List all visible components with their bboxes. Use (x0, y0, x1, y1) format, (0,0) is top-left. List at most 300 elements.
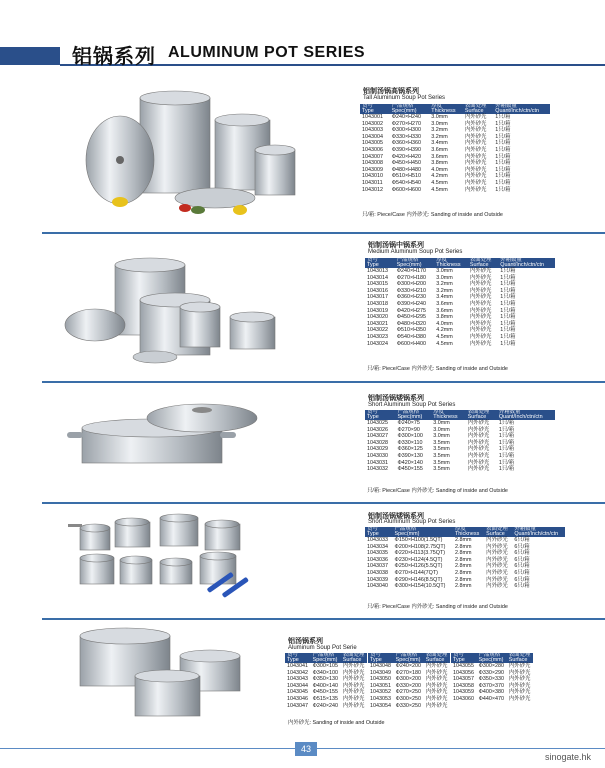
table-cell: 6只/箱 (514, 563, 530, 570)
table-cell: Φ450×H450 (391, 160, 422, 167)
table-cell: 1043059 (453, 689, 474, 696)
table-cell: 内外砂光 (464, 133, 487, 140)
section-note: 只/箱: Piece/Case 内外砂光: Sanding of inside and Outside (367, 604, 508, 610)
section-divider (42, 502, 605, 504)
table-row (368, 676, 450, 683)
table-cell: 内外砂光 (467, 459, 490, 466)
watermark: sinogate.hk (545, 752, 592, 762)
table-cell: Φ400×140 (312, 682, 339, 689)
table-cell: Φ400×380 (478, 689, 505, 696)
table-cell: Φ270×250 (395, 689, 422, 696)
table-cell: 6只/箱 (514, 550, 530, 557)
table-cell: 内外砂光 (486, 543, 508, 550)
table-cell: 1043038 (367, 569, 388, 576)
table-cell: Φ240×H240 (391, 114, 422, 120)
table-cell: 1043048 (370, 663, 391, 669)
table-cell: 1043043 (287, 676, 308, 683)
soup-table-b (368, 653, 450, 709)
page-title-en: ALUMINUM POT SERIES (168, 44, 366, 61)
table-row (365, 334, 555, 341)
section-title-cn: 铝制汤锅矮锅系列 (368, 513, 424, 520)
table-cell: Φ250×H126(5.5QT) (394, 563, 443, 570)
table-cell: 3.5mm (433, 459, 450, 466)
table-cell: 内外砂光 (486, 550, 508, 557)
table-cell: Φ440×470 (478, 695, 505, 702)
header-surface: 表面处理 Surface (468, 258, 498, 268)
table-cell: 1只/箱 (500, 300, 516, 307)
tall-pot-photo (80, 80, 350, 230)
table-cell: Φ540×H540 (391, 179, 422, 186)
table-cell: 内外砂光 (425, 702, 448, 709)
table-cell: 内外砂光 (467, 446, 490, 453)
table-cell: 内外砂光 (464, 179, 487, 186)
table-row (285, 703, 367, 710)
header-code: 货号 Type (285, 653, 311, 663)
soup-table-a (285, 653, 367, 709)
spec-table-tall (360, 104, 550, 193)
table-cell: Φ230×H124(4.5QT) (394, 556, 443, 563)
header-code: 货号 Type (368, 653, 394, 663)
table-cell: 6只/箱 (514, 576, 530, 583)
table-cell: 1043031 (367, 459, 388, 466)
table-cell: 1043044 (287, 682, 308, 689)
table-row (365, 570, 565, 577)
table-cell: Φ450×155 (397, 466, 423, 473)
table-cell: 内外砂光 (467, 452, 490, 459)
table-cell: 内外砂光 (464, 120, 487, 127)
table-cell: 1043028 (367, 439, 388, 446)
table-cell: 内外砂光 (342, 663, 365, 669)
table-cell: 内外砂光 (425, 676, 448, 683)
table-cell: Φ360×H230 (396, 294, 427, 301)
table-cell: 3.0mm (433, 420, 450, 426)
table-cell: 3.0mm (431, 114, 448, 120)
table-cell: Φ300×H200 (396, 281, 427, 288)
table-cell: 1043021 (367, 320, 388, 327)
table-cell: 1只/箱 (500, 287, 516, 294)
table-cell: Φ290×H146(8.5QT) (394, 576, 443, 583)
table-cell: Φ270×90 (397, 426, 420, 433)
table-row (365, 557, 565, 564)
table-row (368, 703, 450, 710)
table-row (360, 140, 550, 147)
table-cell: Φ330×250 (395, 702, 422, 709)
table-cell: Φ300×105 (312, 663, 339, 669)
table-cell: Φ390×130 (397, 452, 423, 459)
soup-note: 内外砂光: Sanding of inside and Outside (288, 720, 385, 726)
table-cell: 内外砂光 (469, 333, 492, 340)
table-cell: 内外砂光 (486, 556, 508, 563)
header-surface: 表面处理 Surface (484, 527, 512, 537)
table-row (365, 446, 555, 453)
table-cell: 1043042 (287, 669, 308, 676)
table-cell: 2.8mm (455, 543, 472, 550)
table-cell: 1043057 (453, 676, 474, 683)
table-cell: 3.5mm (433, 446, 450, 453)
table-row (365, 341, 555, 348)
table-cell: 4.2mm (436, 327, 453, 334)
table-cell: Φ330×H210 (396, 287, 427, 294)
table-cell: 1043027 (367, 433, 388, 440)
table-row (365, 537, 565, 544)
table-cell: 内外砂光 (508, 669, 531, 676)
table-cell: 1043005 (362, 140, 383, 147)
table-cell: 内外砂光 (508, 676, 531, 683)
table-cell: 1043003 (362, 127, 383, 134)
table-cell: 1043046 (287, 695, 308, 702)
table-cell: 1只/箱 (495, 120, 511, 127)
header-spec: 产品规格 Spec(mm) (395, 410, 431, 420)
table-cell: 1只/箱 (498, 426, 515, 433)
table-cell: 1043039 (367, 576, 388, 583)
table-cell: 内外砂光 (508, 663, 531, 669)
table-cell: 内外砂光 (469, 281, 492, 288)
table-cell: 1043041 (287, 663, 308, 669)
table-cell: 1043016 (367, 287, 388, 294)
soup-pot-photo (65, 624, 265, 724)
table-cell: 2.8mm (455, 583, 472, 590)
table-cell: 1043037 (367, 563, 388, 570)
table-row (365, 294, 555, 301)
table-cell: 1只/箱 (495, 146, 511, 153)
table-row (360, 147, 550, 154)
table-cell: Φ540×H380 (396, 333, 427, 340)
table-row (451, 696, 533, 703)
table-cell: Φ330×290 (478, 669, 505, 676)
table-cell: 1只/箱 (495, 166, 511, 173)
table-cell: 1只/箱 (500, 274, 516, 281)
table-row (365, 314, 555, 321)
table-cell: Φ510×H510 (391, 173, 422, 180)
table-cell: 3.4mm (431, 140, 448, 147)
table-cell: 内外砂光 (342, 702, 365, 709)
table-cell: 1043047 (287, 702, 308, 709)
spec-table-medium (365, 258, 555, 347)
section-note: 只/箱: Piece/Case 内外砂光: Sanding of inside and Outside (367, 488, 508, 494)
table-cell: 3.2mm (436, 281, 453, 288)
table-cell: 内外砂光 (467, 466, 490, 473)
table-cell: 1只/箱 (500, 307, 516, 314)
table-cell: Φ360×125 (397, 446, 423, 453)
table-cell: 1043022 (367, 327, 388, 334)
header-surface: 表面处理 Surface (463, 104, 493, 114)
table-cell: 1只/箱 (500, 281, 516, 288)
table-cell: Φ270×H144(7QT) (394, 569, 438, 576)
table-cell: 2.8mm (455, 563, 472, 570)
table-cell: 1043008 (362, 160, 383, 167)
table-cell: 3.5mm (433, 452, 450, 459)
table-cell: 3.6mm (436, 307, 453, 314)
table-cell: 1043034 (367, 543, 388, 550)
header-accent-bar (0, 47, 60, 65)
section-note: 只/箱: Piece/Case 内外砂光: Sanding of inside and Outside (362, 212, 503, 218)
table-row (360, 114, 550, 121)
table-cell: 4.0mm (431, 166, 448, 173)
page-title-cn: 铝锅系列 (72, 46, 156, 68)
table-cell: 4.5mm (436, 340, 453, 347)
table-cell: 1043023 (367, 333, 388, 340)
table-cell: Φ450×155 (312, 689, 339, 696)
table-cell: Φ340×100 (312, 669, 339, 676)
table-cell: Φ270×H180 (396, 274, 427, 281)
table-cell: 3.8mm (431, 160, 448, 167)
table-cell: 1只/箱 (500, 340, 516, 347)
table-cell: Φ240×75 (397, 420, 420, 426)
table-cell: 1043051 (370, 682, 391, 689)
header-pack: 外箱数量 Quant/Inch/ctn/ctn (498, 258, 555, 268)
table-row (365, 275, 555, 282)
table-cell: 1只/箱 (498, 452, 515, 459)
table-cell: 1043020 (367, 314, 388, 321)
table-row (365, 433, 555, 440)
table-cell: Φ420×H420 (391, 153, 422, 160)
table-cell: 1只/箱 (495, 173, 511, 180)
table-row (451, 663, 533, 670)
table-row (365, 321, 555, 328)
table-cell: 1043018 (367, 300, 388, 307)
table-cell: 内外砂光 (342, 676, 365, 683)
table-cell: 1只/箱 (500, 320, 516, 327)
table-cell: 内外砂光 (486, 563, 508, 570)
header-surface: 表面处理 Surface (424, 653, 450, 663)
header-code: 货号 Type (365, 527, 393, 537)
table-cell: 内外砂光 (469, 327, 492, 334)
table-cell: Φ390×H390 (391, 146, 422, 153)
table-cell: 1043002 (362, 120, 383, 127)
table-cell: 1043029 (367, 446, 388, 453)
table-cell: 内外砂光 (425, 669, 448, 676)
table-cell: 1只/箱 (495, 179, 511, 186)
table-cell: Φ350×130 (312, 676, 339, 683)
table-cell: 内外砂光 (425, 682, 448, 689)
table-row (365, 301, 555, 308)
table-cell: 内外砂光 (464, 153, 487, 160)
table-row (365, 453, 555, 460)
table-row (360, 134, 550, 141)
section-divider (42, 381, 605, 383)
header-thickness: 厚度 Thickness (429, 104, 463, 114)
table-cell: 内外砂光 (469, 294, 492, 301)
table-cell: 3.6mm (431, 153, 448, 160)
header-spec: 产品规格 Spec(mm) (394, 653, 424, 663)
table-cell: 1043004 (362, 133, 383, 140)
soup-title-en: Aluminum Soup Pot Serie (288, 645, 357, 651)
table-row (368, 696, 450, 703)
table-cell: 3.4mm (436, 294, 453, 301)
table-row (285, 689, 367, 696)
table-cell: 1043032 (367, 466, 388, 473)
section-title-en: Short Aluminum Soup Pot Series (368, 519, 456, 525)
header-thickness: 厚度 Thickness (453, 527, 484, 537)
table-cell: 1043055 (453, 663, 474, 669)
table-row (360, 121, 550, 128)
table-cell: Φ510×H350 (396, 327, 427, 334)
table-cell: Φ240×200 (395, 663, 422, 669)
table-cell: 1043036 (367, 556, 388, 563)
header-thickness: 厚度 Thickness (431, 410, 465, 420)
section-note: 只/箱: Piece/Case 内外砂光: Sanding of inside and Outside (367, 366, 508, 372)
table-row (365, 427, 555, 434)
table-row (285, 696, 367, 703)
table-cell: 4.2mm (431, 173, 448, 180)
soup-title-cn: 铝汤锅系列 (288, 638, 323, 645)
table-cell: 1043026 (367, 426, 388, 433)
table-cell: 1只/箱 (498, 433, 515, 440)
table-cell: 4.5mm (436, 333, 453, 340)
table-cell: 内外砂光 (469, 287, 492, 294)
table-cell: 6只/箱 (514, 556, 530, 563)
table-cell: 1043001 (362, 114, 383, 120)
table-cell: 内外砂光 (464, 114, 487, 120)
table-cell: 2.8mm (455, 550, 472, 557)
table-cell: Φ270×180 (395, 669, 422, 676)
table-cell: 1只/箱 (498, 420, 515, 426)
table-cell: 3.0mm (431, 120, 448, 127)
spec-table-short (365, 410, 555, 473)
table-row (285, 676, 367, 683)
table-cell: 1043045 (287, 689, 308, 696)
table-cell: 4.5mm (431, 179, 448, 186)
table-cell: 内外砂光 (467, 433, 490, 440)
table-cell: 内外砂光 (464, 166, 487, 173)
table-cell: 1043014 (367, 274, 388, 281)
table-cell: Φ420×140 (397, 459, 423, 466)
table-cell: 内外砂光 (469, 274, 492, 281)
table-cell: Φ450×H295 (396, 314, 427, 321)
table-cell: 内外砂光 (469, 340, 492, 347)
table-cell: 2.8mm (455, 556, 472, 563)
table-row (360, 154, 550, 161)
table-cell: 1043010 (362, 173, 383, 180)
table-row (365, 420, 555, 427)
section-title-cn: 铝制汤锅高锅系列 (363, 88, 419, 95)
section-title-cn: 铝制汤锅矮锅系列 (368, 395, 424, 402)
table-cell: 1043060 (453, 695, 474, 702)
table-cell: Φ200×H108(2.75QT) (394, 543, 446, 550)
table-cell: 内外砂光 (464, 160, 487, 167)
table-cell: 内外砂光 (467, 439, 490, 446)
table-cell: Φ270×H270 (391, 120, 422, 127)
table-row (365, 327, 555, 334)
section-title-cn: 铝制汤锅中锅系列 (368, 242, 424, 249)
header-spec: 产品规格 Spec(mm) (395, 258, 435, 268)
table-cell: Φ150×H100(1.5QT) (394, 537, 443, 543)
table-cell: 1043025 (367, 420, 388, 426)
table-cell: 1043013 (367, 268, 388, 274)
table-row (368, 663, 450, 670)
table-cell: 1只/箱 (500, 327, 516, 334)
table-cell: 6只/箱 (514, 543, 530, 550)
table-cell: 1043033 (367, 537, 388, 543)
table-cell: 内外砂光 (425, 689, 448, 696)
header-code: 货号 Type (365, 258, 395, 268)
table-cell: 内外砂光 (467, 420, 490, 426)
table-cell: 1043056 (453, 669, 474, 676)
table-cell: 内外砂光 (464, 140, 487, 147)
table-cell: 3.6mm (431, 146, 448, 153)
table-cell: 1043049 (370, 669, 391, 676)
table-cell: 1043052 (370, 689, 391, 696)
table-cell: 内外砂光 (508, 695, 531, 702)
header-pack: 外箱数量 Quant/Inch/ctn/ctn (493, 104, 550, 114)
table-cell: 1043017 (367, 294, 388, 301)
table-cell: 1043012 (362, 186, 383, 193)
table-cell: 4.5mm (431, 186, 448, 193)
header-thickness: 厚度 Thickness (434, 258, 468, 268)
table-cell: Φ350×330 (478, 676, 505, 683)
soup-table-c (451, 653, 533, 703)
table-cell: Φ240×240 (312, 702, 339, 709)
header-spec: 产品规格 Spec(mm) (311, 653, 341, 663)
table-cell: 3.2mm (431, 133, 448, 140)
sauce-pot-photo (60, 510, 260, 610)
table-cell: 4.0mm (436, 320, 453, 327)
header-pack: 外箱数量 Quant/Inch/ctn/ctn (512, 527, 565, 537)
table-cell: Φ300×200 (395, 676, 422, 683)
table-cell: 3.2mm (431, 127, 448, 134)
table-cell: Φ300×H300 (391, 127, 422, 134)
table-cell: 1043011 (362, 179, 383, 186)
table-cell: 1只/箱 (500, 268, 516, 274)
table-cell: 1043030 (367, 452, 388, 459)
table-cell: Φ300×250 (395, 695, 422, 702)
page-number: 43 (295, 742, 317, 756)
header-code: 货号 Type (360, 104, 390, 114)
header-spec: 产品规格 Spec(mm) (390, 104, 430, 114)
table-row (360, 180, 550, 187)
table-row (365, 544, 565, 551)
table-cell: 3.5mm (433, 439, 450, 446)
table-cell: 1只/箱 (500, 314, 516, 321)
table-cell: 1043019 (367, 307, 388, 314)
table-cell: 1只/箱 (495, 153, 511, 160)
table-cell: 内外砂光 (464, 146, 487, 153)
table-row (365, 577, 565, 584)
table-cell: 内外砂光 (508, 682, 531, 689)
header-code: 货号 Type (365, 410, 395, 420)
table-cell: 3.8mm (436, 314, 453, 321)
table-cell: 内外砂光 (464, 127, 487, 134)
section-divider (42, 232, 605, 234)
table-cell: 1043006 (362, 146, 383, 153)
table-cell: 1只/箱 (498, 439, 515, 446)
table-cell: Φ300×280 (478, 663, 505, 669)
section-title-en: Tall Aluminum Soup Pot Series (363, 95, 446, 101)
table-row (365, 288, 555, 295)
table-cell: 3.0mm (433, 433, 450, 440)
short-pot-photo (62, 400, 272, 480)
header-surface: 表面处理 Surface (341, 653, 367, 663)
table-cell: Φ240×H170 (396, 268, 427, 274)
table-row (365, 308, 555, 315)
table-cell: 1043040 (367, 583, 388, 590)
table-row (360, 160, 550, 167)
table-cell: 内外砂光 (342, 669, 365, 676)
medium-pot-photo (60, 245, 300, 370)
table-cell: 内外砂光 (342, 695, 365, 702)
table-cell: Φ480×H320 (396, 320, 427, 327)
table-cell: 内外砂光 (486, 537, 508, 543)
table-cell: 2.8mm (455, 537, 472, 543)
table-cell: 2.8mm (455, 576, 472, 583)
table-cell: Φ420×H275 (396, 307, 427, 314)
table-cell: Φ360×H360 (391, 140, 422, 147)
table-row (285, 663, 367, 670)
table-row (360, 127, 550, 134)
table-row (365, 550, 565, 557)
table-cell: Φ370×370 (478, 682, 505, 689)
table-cell: Φ515×135 (312, 695, 339, 702)
